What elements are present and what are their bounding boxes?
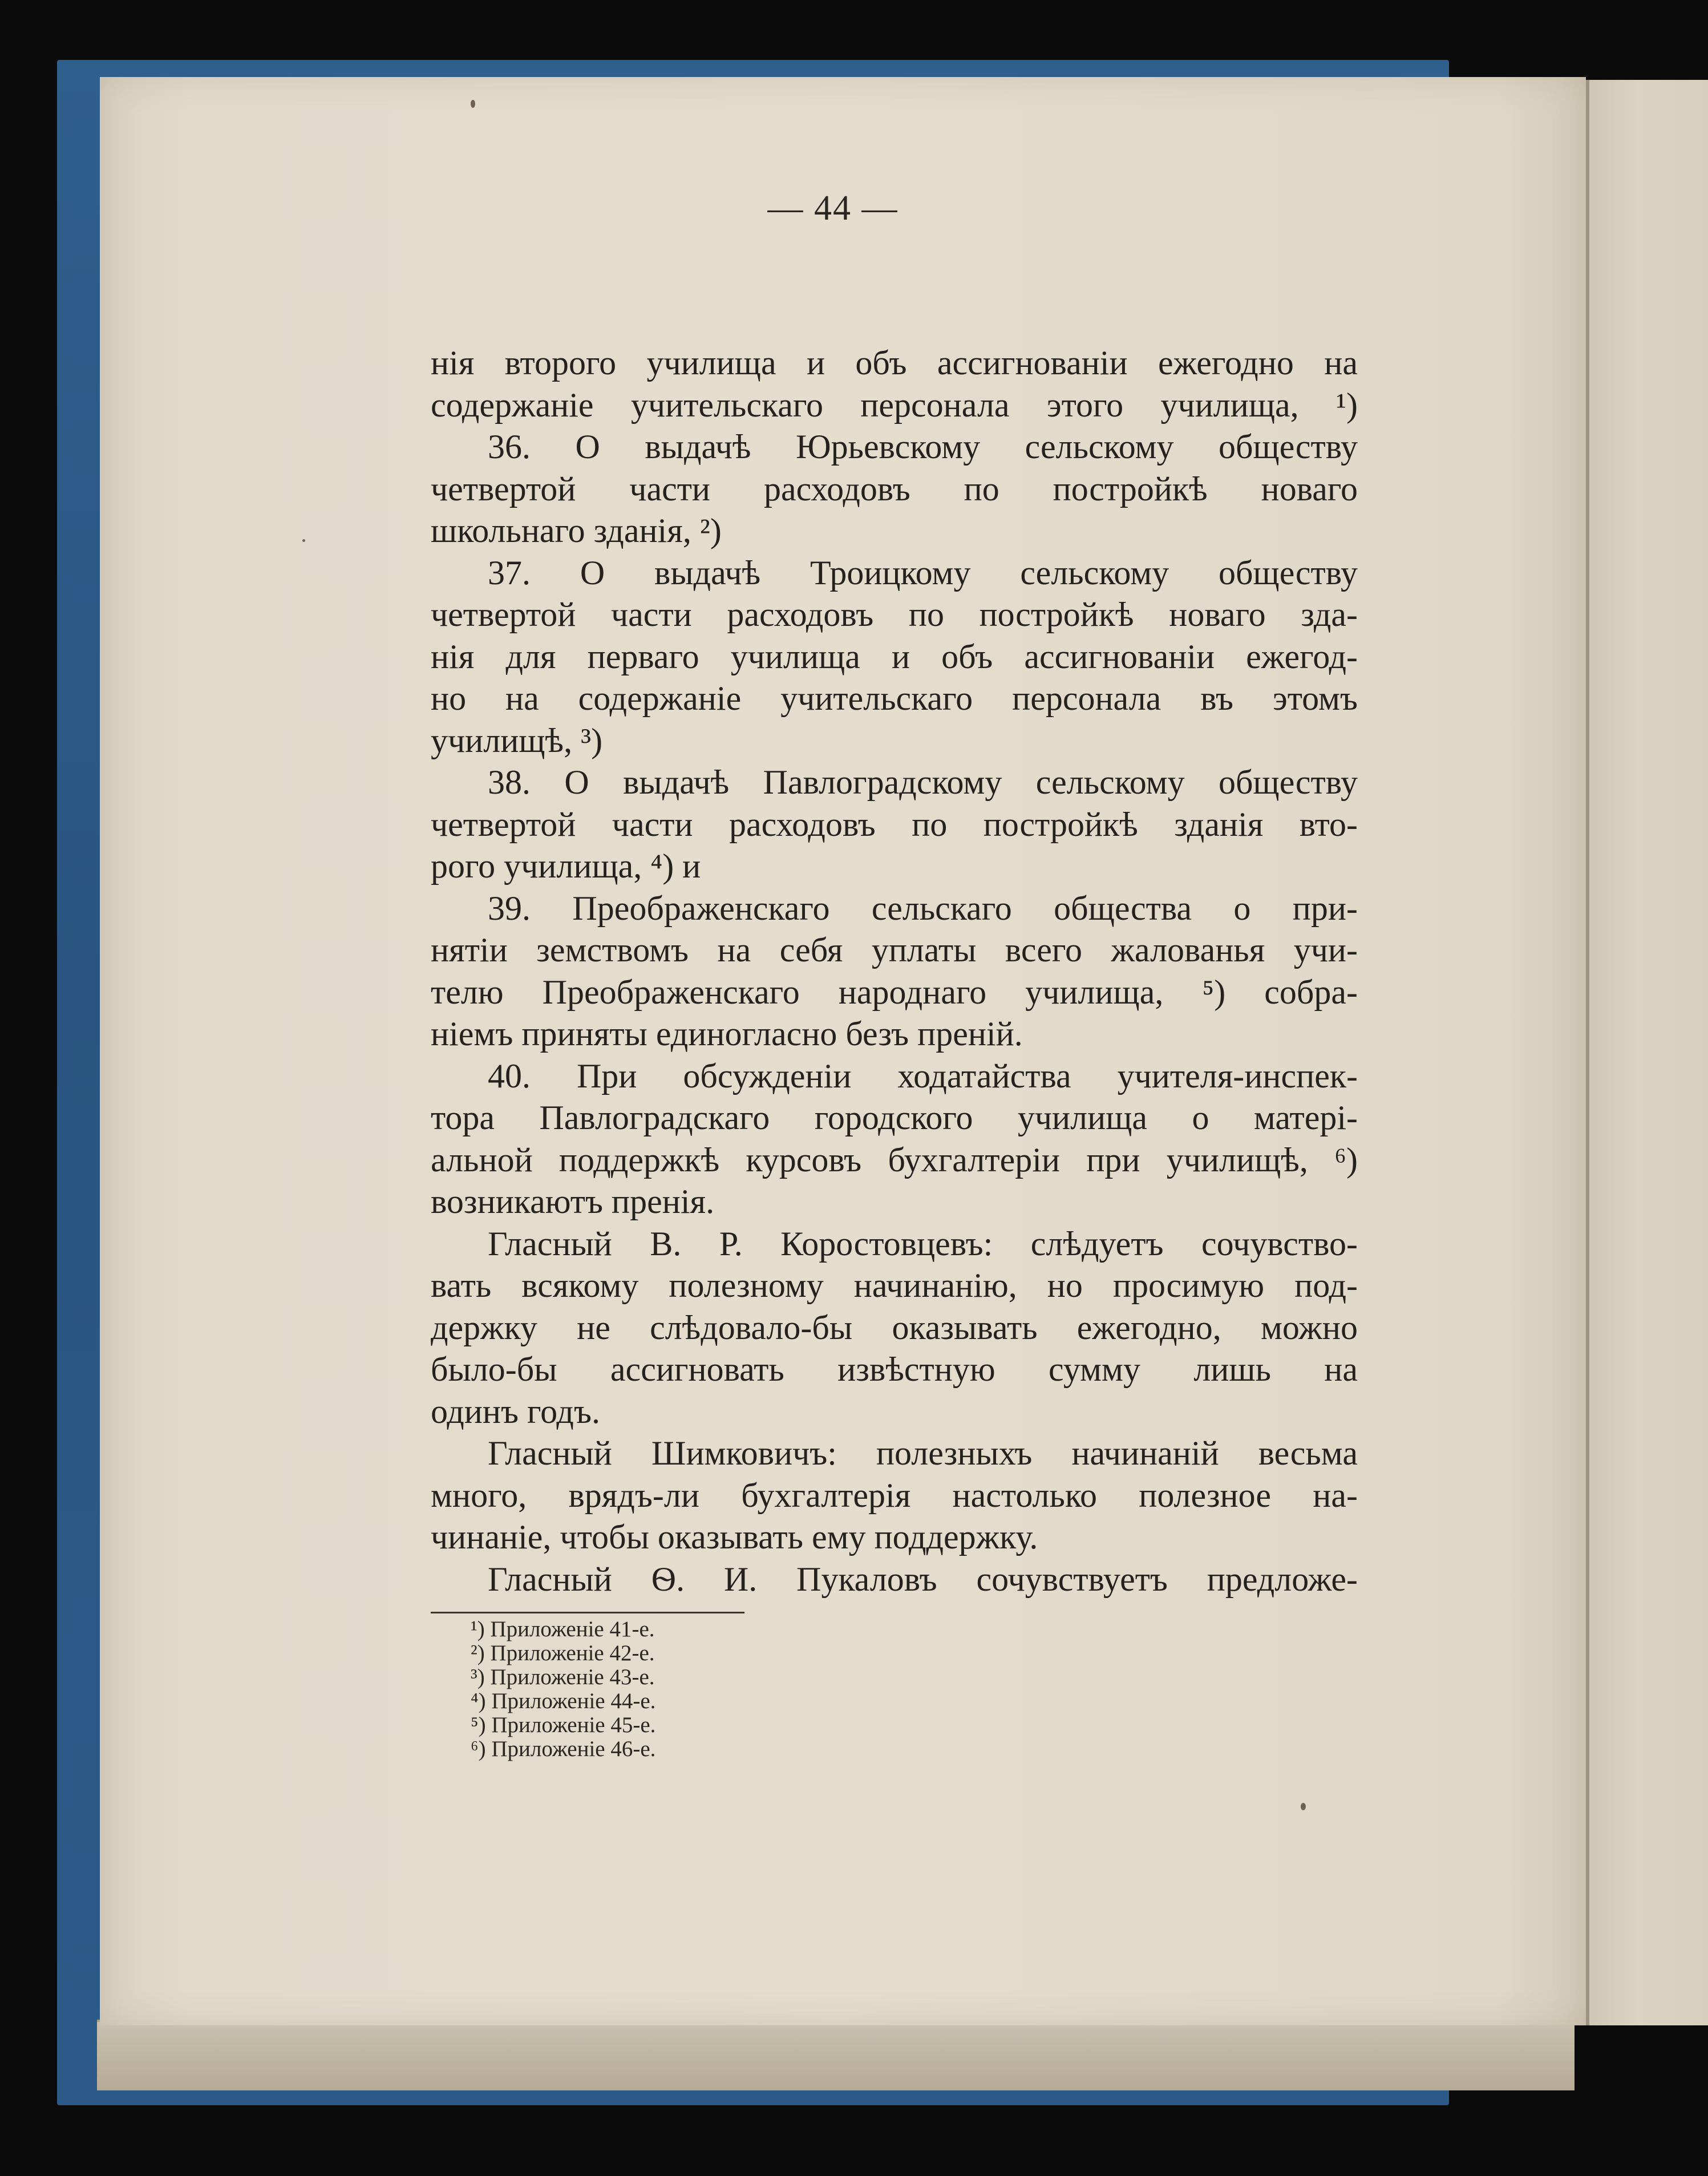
- footnote-item: ⁴) Приложеніе 44-е.: [471, 1689, 656, 1713]
- text-line: школьнаго зданія, ²): [431, 512, 722, 549]
- body-text: [431, 342, 1358, 1600]
- footnote-divider: [431, 1612, 744, 1613]
- text-line: ніемъ приняты единогласно безъ преній.: [431, 1015, 1023, 1053]
- page-number: — 44 —: [767, 189, 898, 228]
- footnote-item: ⁵) Приложеніе 45-е.: [471, 1713, 656, 1737]
- footnote-item: ¹) Приложеніе 41-е.: [471, 1617, 655, 1641]
- text-line: училищѣ, ³): [431, 721, 603, 759]
- paper-speck: [1301, 1803, 1306, 1810]
- facing-page-edge: [1586, 80, 1708, 2025]
- text-line: содержаніе учительскаго персонала этого училища, ¹): [431, 386, 1358, 424]
- text-line: возникаютъ пренія.: [431, 1183, 715, 1220]
- text-line: нія второго училища и объ ассигнованіи ежегодно на: [431, 344, 1358, 382]
- text-line: четвертой части расходовъ по постройкѣ новаго зда-: [431, 596, 1358, 633]
- text-line: чинаніе, чтобы оказывать ему поддержку.: [431, 1518, 1038, 1556]
- text-line: нія для перваго училища и объ ассигнованіи ежегод-: [431, 637, 1358, 676]
- paper-speck: [302, 539, 305, 542]
- text-line: Гласный В. Р. Коростовцевъ: слѣдуетъ сочувство-: [488, 1224, 1358, 1263]
- text-line: рого училища, ⁴) и: [431, 847, 701, 885]
- text-line: 37. О выдачѣ Троицкому сельскому обществу: [488, 553, 1358, 592]
- footnotes: [471, 1617, 870, 1761]
- text-line: альной поддержкѣ курсовъ бухгалтеріи при училищѣ, ⁶): [431, 1140, 1358, 1179]
- text-line: 36. О выдачѣ Юрьевскому сельскому обществу: [488, 428, 1358, 466]
- footnote-item: ²) Приложеніе 42-е.: [471, 1641, 655, 1665]
- footnote-item: ³) Приложеніе 43-е.: [471, 1665, 655, 1689]
- page-stack-edge: [97, 2020, 1575, 2090]
- text-line: много, врядъ-ли бухгалтерія настолько полезное на-: [431, 1476, 1358, 1514]
- text-line: четвертой части расходовъ по постройкѣ новаго: [431, 470, 1358, 508]
- paper-speck: [471, 100, 475, 108]
- text-line: 39. Преображенскаго сельскаго общества о при-: [488, 889, 1358, 927]
- text-line: 38. О выдачѣ Павлоградскому сельскому обществу: [488, 763, 1358, 801]
- footnote-item: ⁶) Приложеніе 46-е.: [471, 1737, 656, 1761]
- text-line: нятіи земствомъ на себя уплаты всего жалованья учи-: [431, 931, 1358, 969]
- text-line: Гласный Шимковичъ: полезныхъ начинаній весьма: [488, 1434, 1358, 1472]
- text-line: держку не слѣдовало-бы оказывать ежегодно, можно: [431, 1308, 1358, 1346]
- text-line: четвертой части расходовъ по постройкѣ зданія вто-: [431, 805, 1358, 843]
- text-line: но на содержаніе учительскаго персонала въ этомъ: [431, 680, 1358, 717]
- text-line: вать всякому полезному начинанію, но просимую под-: [431, 1267, 1358, 1304]
- text-line: тора Павлоградскаго городского училища о матері-: [431, 1099, 1358, 1136]
- text-line: было-бы ассигновать извѣстную сумму лишь на: [431, 1350, 1358, 1388]
- text-line: 40. При обсужденіи ходатайства учителя-инспек-: [488, 1057, 1358, 1095]
- text-line: одинъ годъ.: [431, 1392, 600, 1430]
- text-line: Гласный Ѳ. И. Пукаловъ сочувствуетъ предложе-: [488, 1560, 1358, 1598]
- text-line: телю Преображенскаго народнаго училища, ⁵) собра-: [431, 973, 1358, 1011]
